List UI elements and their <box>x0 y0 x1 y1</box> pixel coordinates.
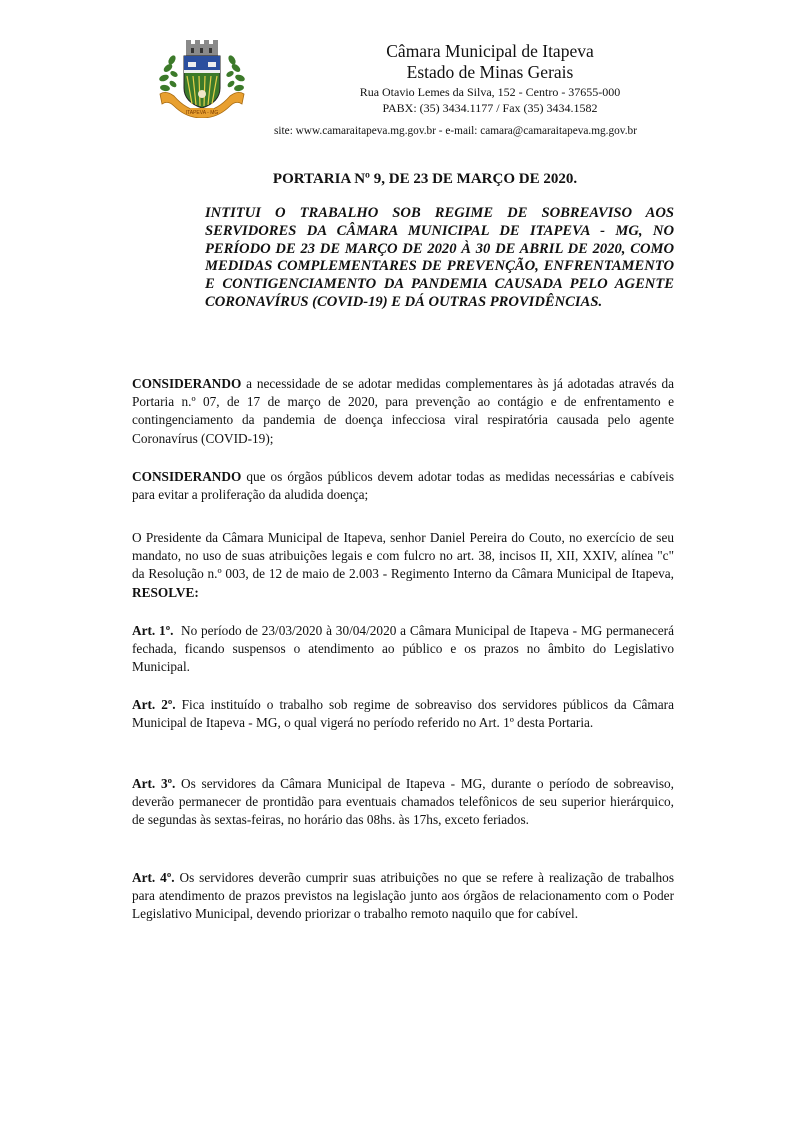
municipal-crest-logo <box>156 36 248 118</box>
article-text: Os servidores da Câmara Municipal de Itapeva - MG, durante o período de sobreaviso, deverão permanecer de prontidão para eventuais chamados telefônicos de seu superior hierárquico, de segundas às sextas-feiras, no horário das 08hs. às 17hs, exceto feriados. <box>132 776 675 828</box>
article-4 <box>132 869 674 924</box>
crest-label: ITAPEVA - MG <box>185 110 219 116</box>
institution-phone: PABX: (35) 3434.1177 / Fax (35) 3434.1582 <box>382 101 598 115</box>
preamble-paragraph <box>132 529 674 602</box>
considerando-lead: CONSIDERANDO <box>132 376 242 391</box>
institution-state: Estado de Minas Gerais <box>406 62 574 82</box>
article-1 <box>132 622 678 677</box>
institution-address: Rua Otavio Lemes da Silva, 152 - Centro - 37655-000 <box>359 85 621 99</box>
shield-icon <box>184 56 220 108</box>
document-title: PORTARIA Nº 9, DE 23 DE MARÇO DE 2020. <box>272 171 578 187</box>
article-3 <box>132 775 674 830</box>
institution-site-email: site: www.camaraitapeva.mg.gov.br - e-mail: camara@camaraitapeva.mg.gov.br <box>274 125 637 137</box>
article-2 <box>132 696 674 732</box>
considerando-text: que os órgãos públicos devem adotar todas as medidas necessárias e cabíveis para evitar a proliferação da aludida doença; <box>132 469 674 503</box>
considerando-paragraph-2 <box>132 468 674 504</box>
preamble-text: O Presidente da Câmara Municipal de Itapeva, senhor Daniel Pereira do Couto, no exercício de seu mandato, no uso de suas atribuições legais e com fulcro no art. 38, incisos II, XII, XXIV, alínea "c" da Resolução n.º 003, de 12 de maio de 2.003 - Regimento Interno da Câmara Municipal de Itapeva, <box>132 530 674 582</box>
laurel-left-icon <box>158 54 178 92</box>
article-text: No período de 23/03/2020 à 30/04/2020 a Câmara Municipal de Itapeva - MG permanecerá fechada, ficando suspensos o atendimento ao público e os prazos no âmbito do Legislativo Municipal. <box>132 623 678 675</box>
document-ementa: INTITUI O TRABALHO SOB REGIME DE SOBREAVISO AOS SERVIDORES DA CÂMARA MUNICIPAL DE ITAPEVA - MG, NO PERÍODO DE 23 DE MARÇO DE 2020 À 30 DE ABRIL DE 2020, COMO MEDIDAS COMPLEMENTARES DE PREVENÇÃO, ENFRENTAMENTO E CONTIGENCIAMENTO DA PANDEMIA CAUSADA PELO AGENTE CORONAVÍRUS (COVID-19) E DÁ OUTRAS PROVIDÊNCIAS. <box>205 205 674 310</box>
considerando-text: a necessidade de se adotar medidas complementares às já adotadas através da Portaria n.º 07, de 17 de março de 2020, para prevenção ao contágio e de enfrentamento e contingenciamento da pandemia de doença infecciosa viral respiratória causada pelo agente Coronavírus (COVID-19); <box>132 376 674 446</box>
institution-name: Câmara Municipal de Itapeva <box>386 41 594 61</box>
article-label: Art. 4º. <box>132 870 175 885</box>
resolve-label: RESOLVE: <box>132 584 199 600</box>
article-text: Fica instituído o trabalho sob regime de sobreaviso dos servidores públicos da Câmara Municipal de Itapeva - MG, o qual vigerá no período referido no Art. 1º desta Portaria. <box>132 697 674 731</box>
article-text: Os servidores deverão cumprir suas atribuições no que se refere à realização de trabalhos para atendimento de prazos previstos na legislação junto aos órgãos de relacionamento com o Poder Legislativo Municipal, devendo priorizar o trabalho remoto naquilo que for cabível. <box>132 870 674 922</box>
article-label: Art. 1º. <box>132 623 174 638</box>
article-label: Art. 2º. <box>132 697 176 712</box>
article-label: Art. 3º. <box>132 776 176 791</box>
considerando-lead: CONSIDERANDO <box>132 469 242 484</box>
mural-crown-icon <box>186 40 218 56</box>
laurel-right-icon <box>225 54 245 92</box>
considerando-paragraph-1 <box>132 375 674 448</box>
